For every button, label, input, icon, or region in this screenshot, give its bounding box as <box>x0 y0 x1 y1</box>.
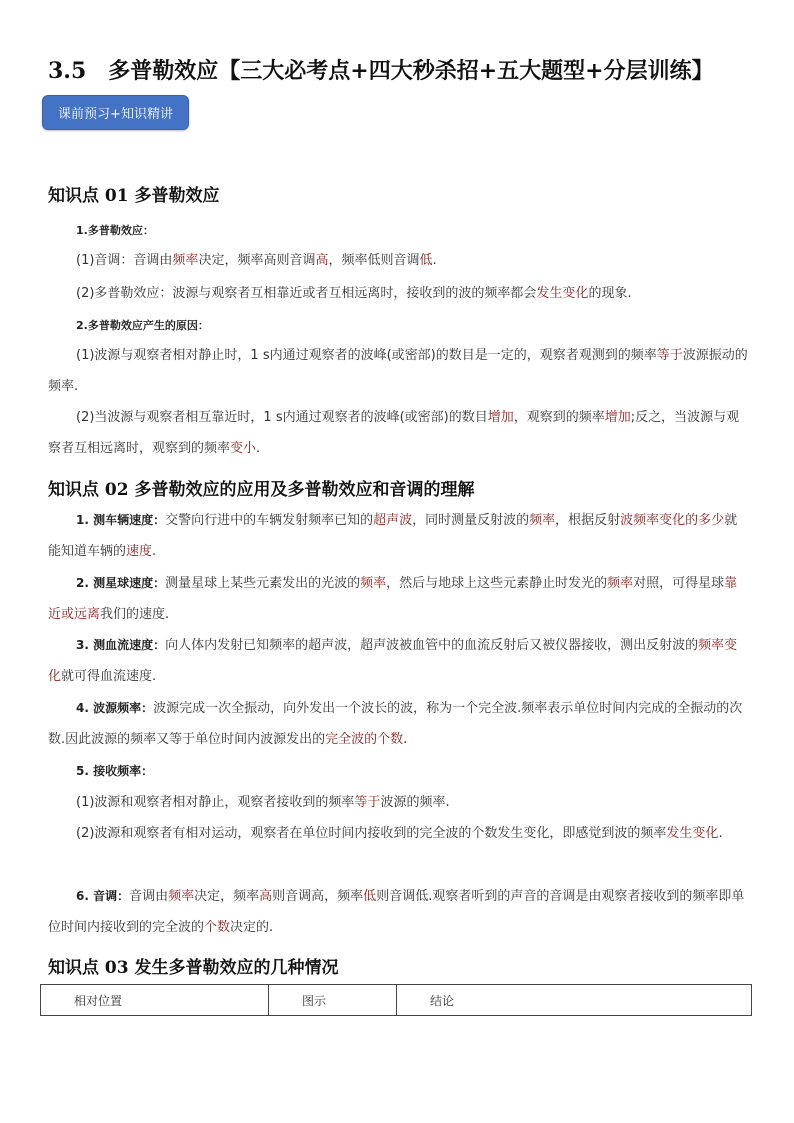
sec2-item-6: 6. 音调：音调由频率决定，频率高则音调高，频率低则音调低.观察者听到的声音的音调是由观察者接收到的频率即单位时间内接收到的完全波的个数决定的. <box>48 889 745 935</box>
preview-tag-button[interactable]: 课前预习+知识精讲 <box>42 95 189 130</box>
table-header-cell: 相对位置 <box>41 985 269 1016</box>
situations-table <box>40 984 752 1016</box>
sec2-item-5-p2: (2)波源和观察者有相对运动，观察者在单位时间内接收到的完全波的个数发生变化，即感觉到波的频率发生变化. <box>76 826 723 841</box>
title-text: 多普勒效应【三大必考点+四大秒杀招+五大题型+分层训练】 <box>108 58 714 84</box>
sec2-item-5-p1: (1)波源和观察者相对静止，观察者接收到的频率等于波源的频率. <box>76 795 450 810</box>
table-header-cell: 结论 <box>397 985 752 1016</box>
sec2-item-4: 4. 波源频率：波源完成一次全振动，向外发出一个波长的波，称为一个完全波.频率表示单位时间内完成的全振动的次数.因此波源的频率又等于单位时间内波源发出的完全波的个数. <box>48 701 743 747</box>
sec1-paragraph-2: (2)多普勒效应：波源与观察者互相靠近或者互相远离时，接收到的波的频率都会发生变化的现象. <box>76 286 632 301</box>
sec2-item-5: 5. 接收频率： <box>76 764 154 778</box>
sec2-item-2: 2. 测星球速度：测量星球上某些元素发出的光波的频率，然后与地球上这些元素静止时发光的频率对照，可得星球靠近或远离我们的速度. <box>48 576 738 622</box>
table-header-cell: 图示 <box>269 985 397 1016</box>
sec1-paragraph-3: (1)波源与观察者相对静止时，1 s内通过观察者的波峰(或密部)的数目是一定的，观察者观测到的频率等于波源振动的频率. <box>48 348 748 394</box>
sec1-sub1: 1.多普勒效应： <box>76 224 154 237</box>
sec1-sub2: 2.多普勒效应产生的原因： <box>76 319 209 332</box>
page-title <box>48 54 768 85</box>
sec2-item-3: 3. 测血流速度：向人体内发射已知频率的超声波，超声波被血管中的血流反射后又被仪器接收，测出反射波的频率变化就可得血流速度. <box>48 638 738 684</box>
sec1-paragraph-4: (2)当波源与观察者相互靠近时，1 s内通过观察者的波峰(或密部)的数目增加，观察到的频率增加;反之，当波源与观察者互相远离时，观察到的频率变小. <box>48 410 740 456</box>
table-header-row <box>41 985 752 1016</box>
section-heading-02: 知识点 02 多普勒效应的应用及多普勒效应和音调的理解 <box>48 480 475 500</box>
section-heading-03: 知识点 03 发生多普勒效应的几种情况 <box>48 958 339 978</box>
sec2-item-1: 1. 测车辆速度：交警向行进中的车辆发射频率已知的超声波，同时测量反射波的频率，根据反射波频率变化的多少就能知道车辆的速度. <box>48 513 738 559</box>
sec1-paragraph-1: (1)音调：音调由频率决定，频率高则音调高，频率低则音调低. <box>76 253 437 268</box>
title-number: 3.5 <box>48 58 87 84</box>
section-heading-01: 知识点 01 多普勒效应 <box>48 186 220 206</box>
